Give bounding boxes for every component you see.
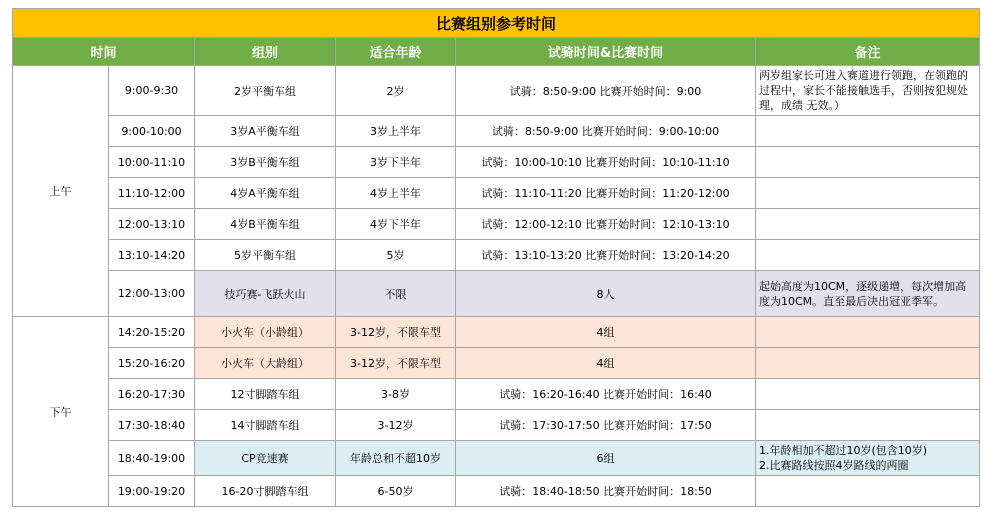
row-note: 两岁组家长可进入赛道进行领跑，在领跑的过程中，家长不能接触选手，否则按犯规处理，成绩 无效。） — [756, 66, 980, 116]
row-schedule: 试骑：16:20-16:40 比赛开始时间：16:40 — [456, 379, 756, 410]
row-schedule: 试骑：13:10-13:20 比赛开始时间：13:20-14:20 — [456, 240, 756, 271]
row-schedule: 8人 — [456, 271, 756, 317]
period-morning: 上午 — [13, 66, 109, 317]
row-note — [756, 240, 980, 271]
row-group: 小火车（小龄组） — [195, 317, 336, 348]
row-age: 年龄总和不超10岁 — [336, 441, 456, 476]
row-group: 技巧赛-飞跃火山 — [195, 271, 336, 317]
table-row — [13, 147, 980, 178]
row-time: 11:10-12:00 — [109, 178, 195, 209]
row-time: 16:20-17:30 — [109, 379, 195, 410]
table-title: 比赛组别参考时间 — [13, 9, 980, 38]
row-schedule: 试骑：8:50-9:00 比赛开始时间：9:00-10:00 — [456, 116, 756, 147]
row-note — [756, 317, 980, 348]
row-group: 3岁B平衡车组 — [195, 147, 336, 178]
row-age: 不限 — [336, 271, 456, 317]
header-age: 适合年龄 — [336, 38, 456, 66]
row-time: 12:00-13:10 — [109, 209, 195, 240]
row-age: 4岁上半年 — [336, 178, 456, 209]
row-schedule: 试骑：12:00-12:10 比赛开始时间：12:10-13:10 — [456, 209, 756, 240]
row-note — [756, 476, 980, 507]
row-note — [756, 410, 980, 441]
table-row — [13, 348, 980, 379]
table-row — [13, 209, 980, 240]
table-row — [13, 271, 980, 317]
row-schedule: 4组 — [456, 317, 756, 348]
row-time: 12:00-13:00 — [109, 271, 195, 317]
row-schedule: 试骑：11:10-11:20 比赛开始时间：11:20-12:00 — [456, 178, 756, 209]
row-note — [756, 178, 980, 209]
row-note — [756, 348, 980, 379]
row-group: 16-20寸脚踏车组 — [195, 476, 336, 507]
row-schedule: 试骑：8:50-9:00 比赛开始时间：9:00 — [456, 66, 756, 116]
row-note — [756, 147, 980, 178]
schedule-table — [12, 8, 980, 507]
row-schedule: 试骑：10:00-10:10 比赛开始时间：10:10-11:10 — [456, 147, 756, 178]
table-row — [13, 476, 980, 507]
row-note: 起始高度为10CM，逐级递增，每次增加高度为10CM。直至最后决出冠亚季军。 — [756, 271, 980, 317]
table-row — [13, 178, 980, 209]
row-time: 10:00-11:10 — [109, 147, 195, 178]
row-group: 3岁A平衡车组 — [195, 116, 336, 147]
row-note: 1.年龄相加不超过10岁(包含10岁) 2.比赛路线按照4岁路线的两圈 — [756, 441, 980, 476]
row-age: 5岁 — [336, 240, 456, 271]
row-group: 小火车（大龄组） — [195, 348, 336, 379]
row-age: 3岁下半年 — [336, 147, 456, 178]
row-group: 14寸脚踏车组 — [195, 410, 336, 441]
row-age: 3-12岁，不限车型 — [336, 317, 456, 348]
row-group: 4岁A平衡车组 — [195, 178, 336, 209]
row-group: CP竞速赛 — [195, 441, 336, 476]
row-time: 18:40-19:00 — [109, 441, 195, 476]
table-row — [13, 441, 980, 476]
row-schedule: 6组 — [456, 441, 756, 476]
table-row — [13, 240, 980, 271]
header-group: 组别 — [195, 38, 336, 66]
row-age: 3-12岁，不限车型 — [336, 348, 456, 379]
header-schedule: 试骑时间&比赛时间 — [456, 38, 756, 66]
row-age: 2岁 — [336, 66, 456, 116]
table-row — [13, 410, 980, 441]
table-row — [13, 317, 980, 348]
header-note: 备注 — [756, 38, 980, 66]
row-age: 6-50岁 — [336, 476, 456, 507]
row-time: 9:00-10:00 — [109, 116, 195, 147]
table-row — [13, 66, 980, 116]
row-time: 15:20-16:20 — [109, 348, 195, 379]
row-age: 3-12岁 — [336, 410, 456, 441]
row-group: 5岁平衡车组 — [195, 240, 336, 271]
row-schedule: 试骑：18:40-18:50 比赛开始时间：18:50 — [456, 476, 756, 507]
row-note — [756, 209, 980, 240]
row-time: 14:20-15:20 — [109, 317, 195, 348]
header-time: 时间 — [13, 38, 195, 66]
row-time: 19:00-19:20 — [109, 476, 195, 507]
row-time: 9:00-9:30 — [109, 66, 195, 116]
row-age: 4岁下半年 — [336, 209, 456, 240]
table-row — [13, 379, 980, 410]
row-time: 17:30-18:40 — [109, 410, 195, 441]
row-age: 3岁上半年 — [336, 116, 456, 147]
row-schedule: 试骑：17:30-17:50 比赛开始时间：17:50 — [456, 410, 756, 441]
row-age: 3-8岁 — [336, 379, 456, 410]
row-note — [756, 379, 980, 410]
row-schedule: 4组 — [456, 348, 756, 379]
period-afternoon: 下午 — [13, 317, 109, 507]
row-note — [756, 116, 980, 147]
table-row — [13, 116, 980, 147]
row-group: 4岁B平衡车组 — [195, 209, 336, 240]
row-group: 2岁平衡车组 — [195, 66, 336, 116]
row-group: 12寸脚踏车组 — [195, 379, 336, 410]
row-time: 13:10-14:20 — [109, 240, 195, 271]
